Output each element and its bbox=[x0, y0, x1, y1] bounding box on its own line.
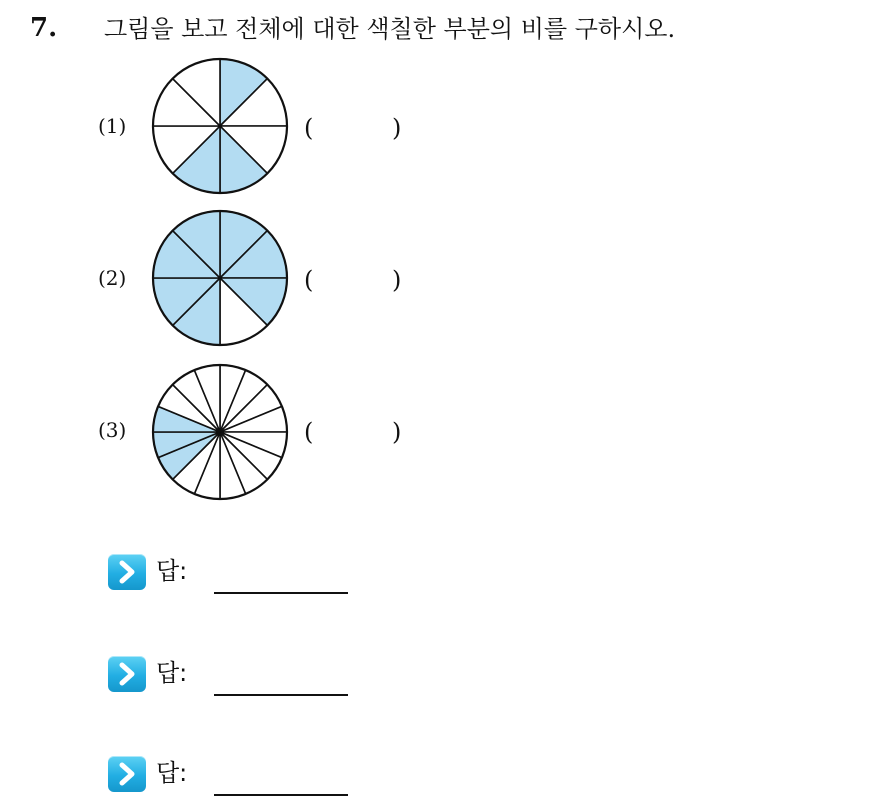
paren-open: ( bbox=[304, 114, 314, 142]
answer-blank[interactable] bbox=[214, 794, 348, 796]
pie-chart-2 bbox=[150, 208, 290, 348]
item-3 bbox=[0, 362, 884, 512]
chevron-right-icon bbox=[108, 656, 146, 692]
answer-label: 답: bbox=[156, 659, 188, 687]
paren-open: ( bbox=[304, 418, 314, 446]
pie-chart-3 bbox=[150, 362, 290, 502]
chevron-right-icon bbox=[108, 756, 146, 792]
paren-close: ) bbox=[392, 266, 402, 294]
item-2 bbox=[0, 208, 884, 358]
item-label: (1) bbox=[98, 114, 127, 138]
chevron-right-icon bbox=[108, 554, 146, 590]
answer-row-2 bbox=[108, 652, 368, 696]
answer-row-3 bbox=[108, 752, 368, 796]
answer-label: 답: bbox=[156, 557, 188, 585]
pie-chart-1 bbox=[150, 56, 290, 196]
question-number: 7. bbox=[30, 13, 58, 43]
question-text: 그림을 보고 전체에 대한 색칠한 부분의 비를 구하시오. bbox=[104, 15, 676, 43]
item-label: (2) bbox=[98, 266, 127, 290]
answer-blank[interactable] bbox=[214, 592, 348, 594]
paren-open: ( bbox=[304, 266, 314, 294]
answer-label: 답: bbox=[156, 759, 188, 787]
answer-row-1 bbox=[108, 550, 368, 594]
paren-close: ) bbox=[392, 114, 402, 142]
item-1 bbox=[0, 56, 884, 206]
paren-close: ) bbox=[392, 418, 402, 446]
answer-blank[interactable] bbox=[214, 694, 348, 696]
item-label: (3) bbox=[98, 418, 127, 442]
